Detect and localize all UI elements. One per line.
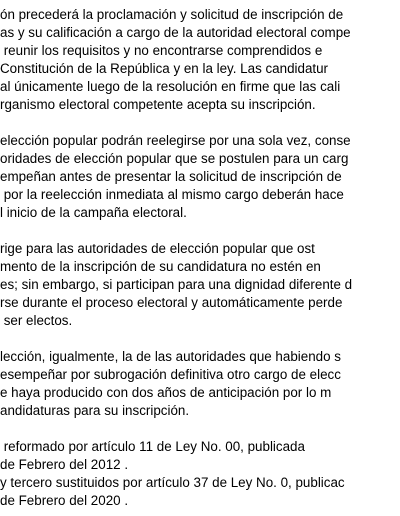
- text-line: al únicamente luego de la resolución en firme que las cali: [0, 79, 341, 94]
- text-line: lección, igualmente, la de las autoridades que habiendo s: [0, 349, 341, 364]
- text-line: esempeñar por subrogación definitiva otro cargo de elecc: [0, 367, 341, 382]
- text-line: ón precederá la proclamación y solicitud de inscripción de: [0, 7, 344, 22]
- text-line: e haya producido con dos años de anticipación por lo m: [0, 385, 332, 400]
- text-line: de Febrero del 2012 .: [0, 457, 129, 472]
- text-line: rganismo electoral competente acepta su inscripción.: [0, 97, 316, 112]
- text-line: l inicio de la campaña electoral.: [0, 205, 187, 220]
- text-line: as y su calificación a cargo de la autoridad electoral compe: [0, 25, 351, 40]
- text-line: por la reelección inmediata al mismo cargo deberán hace: [0, 187, 344, 202]
- text-line: oridades de elección popular que se postulen para un carg: [0, 151, 349, 166]
- text-line: es; sin embargo, si participan para una dignidad diferente d: [0, 277, 353, 292]
- text-line: mento de la inscripción de su candidatura no estén en: [0, 259, 321, 274]
- text-line: rige para las autoridades de elección popular que ost: [0, 241, 315, 256]
- text-line: reunir los requisitos y no encontrarse comprendidos e: [0, 43, 323, 58]
- text-line: empeñan antes de presentar la solicitud de inscripción de: [0, 169, 342, 184]
- text-line: andidaturas para su inscripción.: [0, 403, 190, 418]
- text-line: ser electos.: [0, 313, 73, 328]
- text-line: elección popular podrán reelegirse por una sola vez, conse: [0, 133, 351, 148]
- text-line: y tercero sustituidos por artículo 37 de Ley No. 0, publicac: [0, 475, 345, 490]
- text-line: Constitución de la República y en la ley. Las candidatur: [0, 61, 329, 76]
- text-line: reformado por artículo 11 de Ley No. 00, publicada: [0, 439, 305, 454]
- text-line: de Febrero del 2020 .: [0, 493, 129, 508]
- text-line: rse durante el proceso electoral y automáticamente perde: [0, 295, 343, 310]
